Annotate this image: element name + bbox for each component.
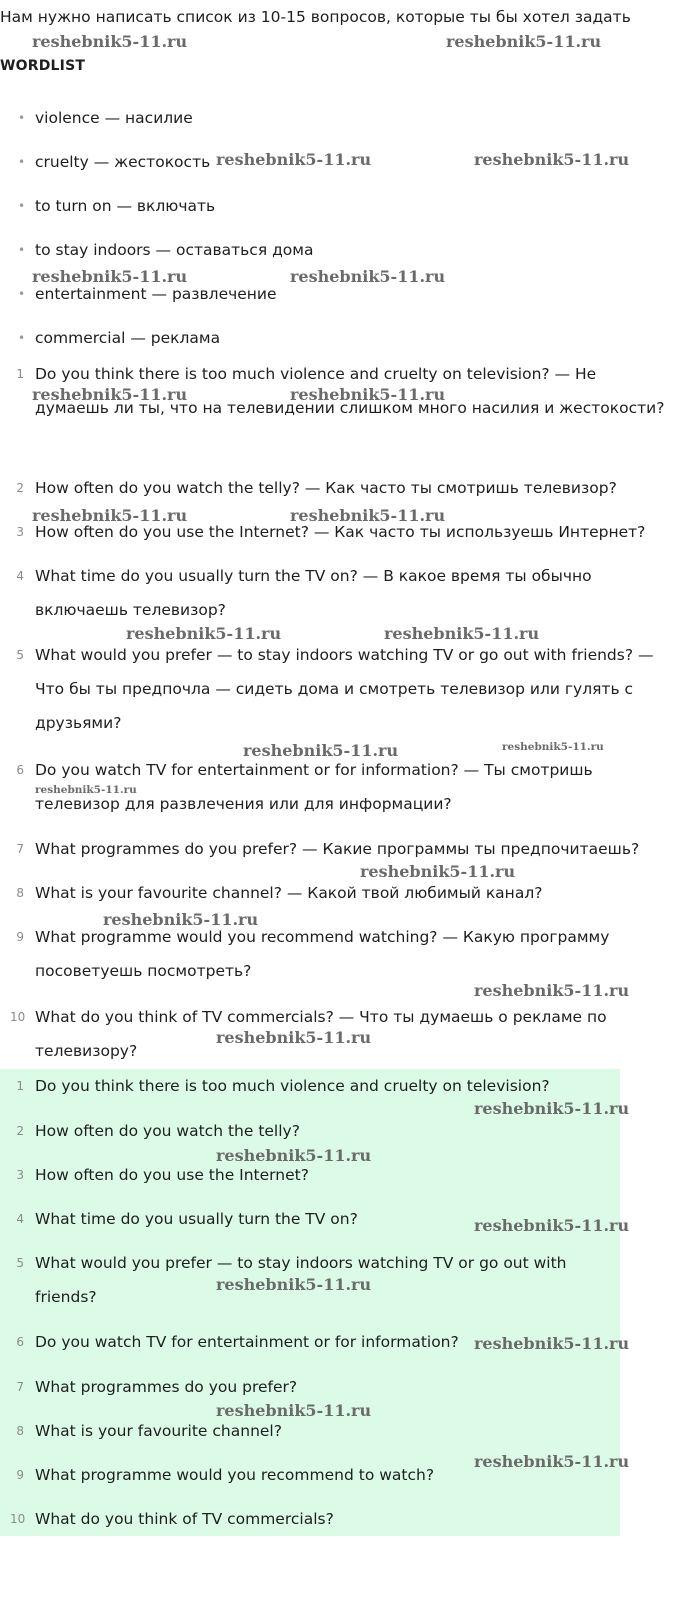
watermark: reshebnik5-11.ru <box>32 267 188 286</box>
answer-text: What programme would you recommend to watch? <box>35 1466 435 1484</box>
watermark: reshebnik5-11.ru <box>216 1401 372 1420</box>
answer-text: What is your favourite channel? <box>35 1422 282 1440</box>
answer-number: 8 <box>16 1424 24 1438</box>
answer-box <box>0 1069 620 1536</box>
watermark: reshebnik5-11.ru <box>32 385 188 404</box>
watermark: reshebnik5-11.ru <box>216 1146 372 1165</box>
question-number: 1 <box>16 367 24 381</box>
question-item <box>16 920 671 988</box>
word-item: • cruelty — жестокость <box>35 153 210 171</box>
answer-text: Do you watch TV for entertainment or for information? <box>35 1333 459 1351</box>
watermark: reshebnik5-11.ru <box>384 624 540 643</box>
question-item <box>10 1000 671 1068</box>
wordlist-title: WORDLIST <box>0 58 86 74</box>
question-item <box>16 832 671 866</box>
answer-item <box>16 1114 615 1148</box>
question-text: What time do you usually turn the TV on? — В какое время ты обычно включаешь телевизор? <box>35 567 592 619</box>
answer-item <box>10 1502 615 1536</box>
answer-number: 5 <box>16 1256 24 1270</box>
question-number: 5 <box>16 648 24 662</box>
intro-text: Нам нужно написать список из 10-15 вопросов, которые ты бы хотел задать <box>0 8 631 26</box>
answer-item <box>16 1370 615 1404</box>
watermark: reshebnik5-11.ru <box>290 385 446 404</box>
watermark: reshebnik5-11.ru <box>103 910 259 929</box>
question-item <box>16 638 671 740</box>
question-text: How often do you use the Internet? — Как часто ты используешь Интернет? <box>35 523 646 541</box>
watermark: reshebnik5-11.ru <box>216 150 372 169</box>
answer-text: How often do you watch the telly? <box>35 1122 300 1140</box>
question-text: What would you prefer — to stay indoors watching TV or go out with friends? — Что бы ты предпочла — сидеть дома и смотреть телевизор или гулять с друзьями? <box>35 646 654 732</box>
question-item <box>16 559 671 627</box>
answer-number: 2 <box>16 1124 24 1138</box>
question-text: What do you think of TV commercials? — Что ты думаешь о рекламе по телевизору? <box>35 1008 607 1060</box>
answer-number: 1 <box>16 1079 24 1093</box>
question-item <box>16 515 671 549</box>
watermark: reshebnik5-11.ru <box>32 32 188 51</box>
answer-item <box>16 1246 615 1314</box>
answer-number: 4 <box>16 1212 24 1226</box>
answer-text: What do you think of TV commercials? <box>35 1510 334 1528</box>
answer-item <box>16 1414 615 1448</box>
answer-number: 6 <box>16 1335 24 1349</box>
question-text: What is your favourite channel? — Какой твой любимый канал? <box>35 884 543 902</box>
question-number: 8 <box>16 886 24 900</box>
answer-text: How often do you use the Internet? <box>35 1166 309 1184</box>
watermark: reshebnik5-11.ru <box>360 862 516 881</box>
answer-number: 9 <box>16 1468 24 1482</box>
answer-number: 3 <box>16 1168 24 1182</box>
question-text: What programmes do you prefer? — Какие программы ты предпочитаешь? <box>35 840 640 858</box>
question-number: 10 <box>10 1010 26 1024</box>
watermark: reshebnik5-11.ru <box>474 981 630 1000</box>
word-item: • entertainment — развлечение <box>35 285 277 303</box>
word-item: • commercial — реклама <box>35 329 220 347</box>
word-item: • to turn on — включать <box>35 197 215 215</box>
answer-number: 7 <box>16 1380 24 1394</box>
watermark: reshebnik5-11.ru <box>32 506 188 525</box>
question-item <box>16 876 671 910</box>
question-number: 4 <box>16 569 24 583</box>
watermark: reshebnik5-11.ru <box>502 741 604 753</box>
watermark: reshebnik5-11.ru <box>474 150 630 169</box>
question-text: What programme would you recommend watching? — Какую программу посоветуешь посмотреть? <box>35 928 610 980</box>
answer-item <box>16 1069 615 1103</box>
word-item: • to stay indoors — оставаться дома <box>35 241 313 259</box>
question-text: How often do you watch the telly? — Как часто ты смотришь телевизор? <box>35 479 617 497</box>
question-item <box>16 471 671 505</box>
question-item <box>16 357 671 425</box>
answer-item <box>16 1158 615 1192</box>
watermark: reshebnik5-11.ru <box>474 1334 630 1353</box>
watermark: reshebnik5-11.ru <box>290 506 446 525</box>
watermark: reshebnik5-11.ru <box>474 1099 630 1118</box>
question-item <box>16 753 671 821</box>
answer-item <box>16 1202 615 1236</box>
answer-text: What programmes do you prefer? <box>35 1378 298 1396</box>
watermark: reshebnik5-11.ru <box>216 1028 372 1047</box>
watermark: reshebnik5-11.ru <box>216 1275 372 1294</box>
question-number: 9 <box>16 930 24 944</box>
watermark: reshebnik5-11.ru <box>290 267 446 286</box>
question-number: 7 <box>16 842 24 856</box>
watermark: reshebnik5-11.ru <box>126 624 282 643</box>
answer-text: What would you prefer — to stay indoors watching TV or go out with friends? <box>35 1254 567 1306</box>
question-text: Do you watch TV for entertainment or for information? — Ты смотришь телевизор для развлечения или для информации? <box>35 761 593 813</box>
question-number: 3 <box>16 525 24 539</box>
watermark: reshebnik5-11.ru <box>474 1452 630 1471</box>
question-number: 6 <box>16 763 24 777</box>
question-number: 2 <box>16 481 24 495</box>
word-item: • violence — насилие <box>35 109 193 127</box>
question-text: Do you think there is too much violence and cruelty on television? — Не думаешь ли ты, что на телевидении слишком много насилия и жестокости? <box>35 365 665 417</box>
watermark: reshebnik5-11.ru <box>35 784 137 796</box>
answer-number: 10 <box>10 1512 26 1526</box>
watermark: reshebnik5-11.ru <box>243 741 399 760</box>
answer-item <box>16 1325 615 1359</box>
answer-text: Do you think there is too much violence and cruelty on television? <box>35 1077 550 1095</box>
answer-item <box>16 1458 615 1492</box>
watermark: reshebnik5-11.ru <box>446 32 602 51</box>
answer-text: What time do you usually turn the TV on? <box>35 1210 358 1228</box>
watermark: reshebnik5-11.ru <box>474 1216 630 1235</box>
